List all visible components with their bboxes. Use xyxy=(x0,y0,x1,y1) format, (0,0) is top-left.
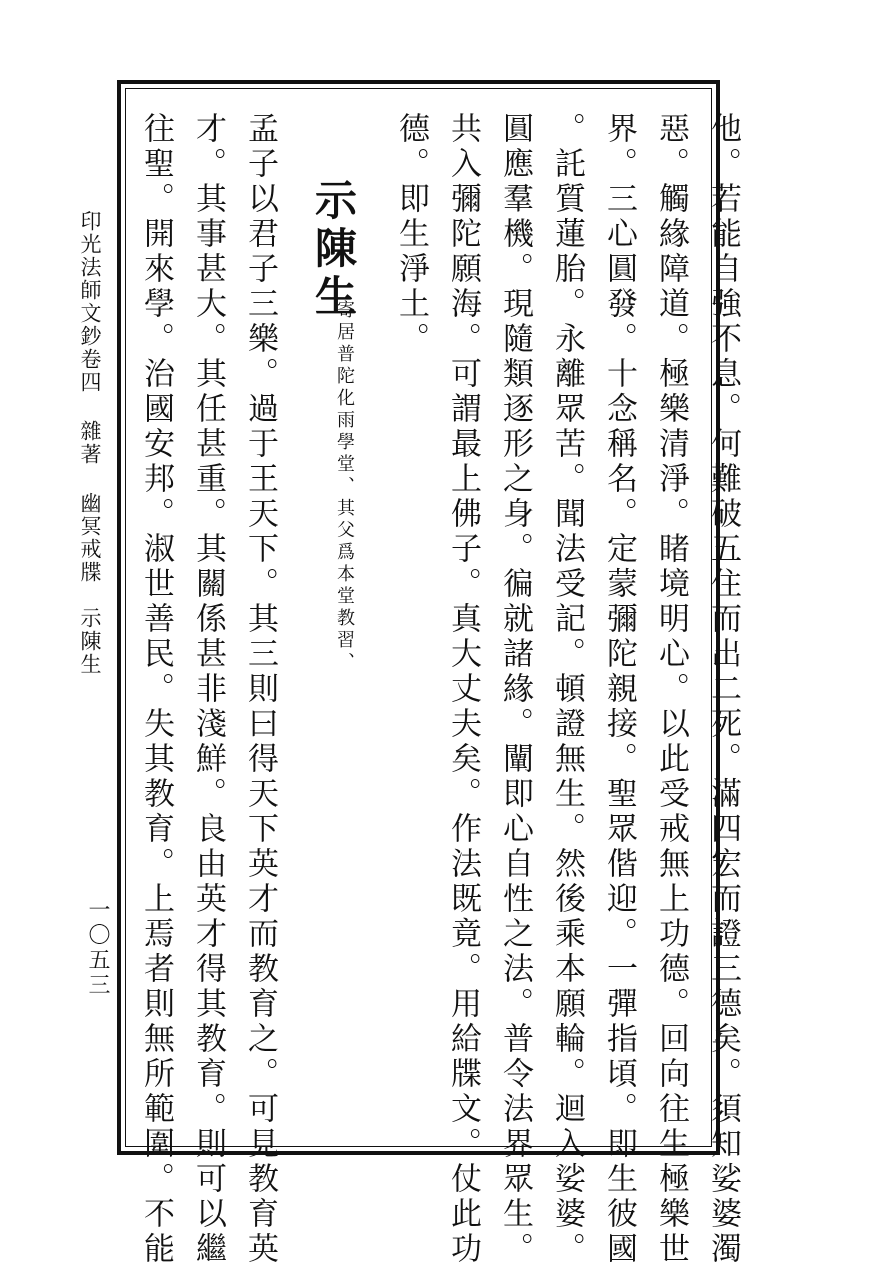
article-title: 示陳生 xyxy=(309,178,358,322)
running-header xyxy=(72,210,100,676)
article-line-2: 才。其事甚大。其任甚重。其關係甚非淺鮮。良由英才得其教育。則可以繼 xyxy=(190,112,226,1267)
body-line-3: 界。三心圓發。十念稱名。定蒙彌陀親接。聖眾偕迎。一彈指頃。即生彼國 xyxy=(601,112,637,1267)
article-line-3: 往聖。開來學。治國安邦。淑世善民。失其教育。上焉者則無所範圍。不能 xyxy=(138,112,174,1267)
body-line-4: 。託質蓮胎。永離眾苦。聞法受記。頓證無生。然後乘本願輪。迴入娑婆。 xyxy=(549,112,585,1267)
body-line-5: 圓應羣機。現隨類逐形之身。徧就諸緣。闡即心自性之法。普令法界眾生。 xyxy=(497,112,533,1267)
page-number: 一〇五三 xyxy=(85,898,110,998)
body-line-6: 共入彌陀願海。可謂最上佛子。真大丈夫矣。作法既竟。用給牒文。仗此功 xyxy=(445,112,481,1267)
header-titles: 幽冥戒牒 示陳生 xyxy=(78,492,102,676)
body-line-1: 他。若能自強不息。何難破五住而出二死。滿四宏而證三德矣。須知娑婆濁 xyxy=(705,112,741,1267)
body-line-2: 惡。觸緣障道。極樂清淨。睹境明心。以此受戒無上功德。回向往生極樂世 xyxy=(653,112,689,1267)
header-section: 雜著 xyxy=(78,420,102,466)
article-line-1: 孟子以君子三樂。過于王天下。其三則曰得天下英才而教育之。可見教育英 xyxy=(242,112,278,1267)
article-note: 寄居普陀化雨學堂、其父爲本堂教習、 xyxy=(334,300,355,674)
body-line-7: 德。即生淨土。 xyxy=(393,112,429,357)
header-book: 印光法師文鈔卷四 xyxy=(78,210,102,394)
